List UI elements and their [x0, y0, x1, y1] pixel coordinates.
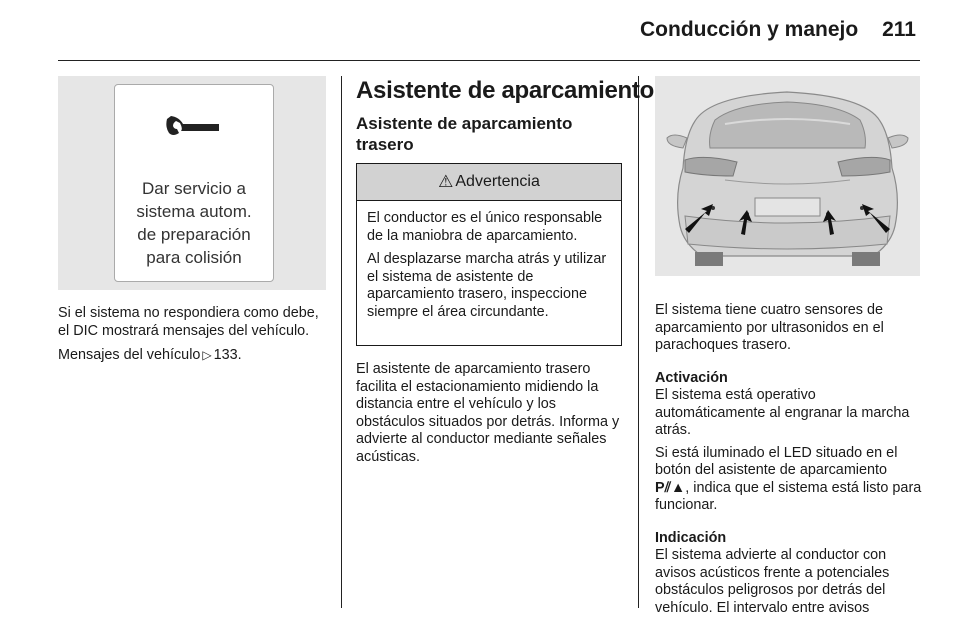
led-text: Si está iluminado el LED situado en el botón del asistente de aparcamiento — [655, 444, 898, 478]
paragraph: Si el sistema no respondiera como debe, el DIC mostrará mensajes del vehículo. — [58, 305, 319, 339]
page-number: 211 — [882, 18, 916, 41]
car-rear-sensors-figure — [655, 76, 920, 276]
page-header-title: Conducción y manejo — [640, 18, 859, 41]
warning-header — [357, 164, 621, 201]
section-heading: Asistente de aparcamiento — [356, 77, 654, 104]
parking-assist-symbol-icon: P⫽▲ — [655, 479, 686, 496]
dic-message-figure — [58, 76, 326, 290]
dic-message-text — [115, 177, 273, 269]
column-divider-right — [638, 76, 639, 608]
indication-heading: Indicación — [655, 529, 727, 546]
col3-text — [655, 302, 923, 624]
reference-arrow-icon: ▷ — [202, 348, 212, 362]
warning-body — [357, 201, 621, 321]
warning-title: Advertencia — [455, 173, 540, 190]
warning-paragraph: El conductor es el único responsable de la maniobra de aparcamiento. — [367, 210, 603, 244]
indication-text: El sistema advierte al conductor con avisos acústicos frente a potenciales obstáculos peligrosos por detrás del vehículo. El intervalo entre avisos — [655, 547, 890, 616]
reference-label: Mensajes del vehículo — [58, 347, 201, 363]
warning-paragraph: Al desplazarse marcha atrás y utilizar el sistema de asistente de aparcamiento trasero, inspeccione siempre el área circundante. — [367, 251, 607, 320]
indication-paragraph — [655, 530, 923, 618]
warning-box — [356, 163, 622, 346]
paragraph: El asistente de aparcamiento trasero facilita el estacionamiento midiendo la distancia entre el vehículo y los obstáculos situados por detrás. Informa y advierte al conductor mediante señales acústicas. — [356, 361, 620, 465]
led-paragraph — [655, 445, 923, 515]
warning-triangle-icon: ⚠ — [438, 172, 454, 191]
col2-text — [356, 361, 622, 473]
column-divider-left — [341, 76, 342, 608]
dic-line: para colisión — [146, 248, 242, 267]
sub-heading: Asistente de aparcamiento trasero — [356, 114, 573, 154]
led-text-end: , indica que el sistema está listo para funcionar. — [655, 479, 922, 513]
header-rule — [58, 60, 920, 61]
activation-text: El sistema está operativo automáticamente al engranar la marcha atrás. — [655, 387, 910, 438]
wrench-icon — [163, 115, 223, 139]
reference-page: 133. — [213, 347, 242, 363]
dic-display-panel — [114, 84, 274, 282]
activation-paragraph — [655, 370, 923, 440]
dic-line: Dar servicio a — [142, 179, 246, 198]
dic-line: sistema autom. — [136, 202, 252, 221]
paragraph: El sistema tiene cuatro sensores de aparcamiento por ultrasonidos en el parachoques trasero. — [655, 302, 884, 353]
cross-reference[interactable] — [58, 347, 328, 365]
activation-heading: Activación — [655, 369, 728, 386]
col1-text — [58, 305, 328, 372]
car-rear-sensors-icon — [655, 76, 920, 276]
dic-line: de preparación — [137, 225, 251, 244]
